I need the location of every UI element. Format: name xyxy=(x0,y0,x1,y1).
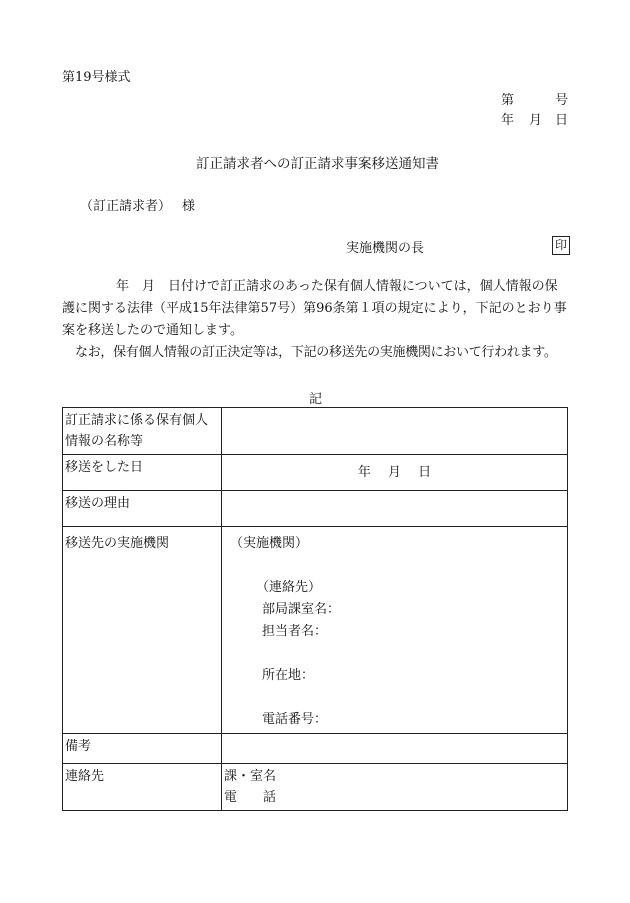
destination-agency-label: （実施機関） xyxy=(230,536,309,551)
sender-name: 実施機関の長 xyxy=(346,241,425,256)
body-paragraph-1 xyxy=(62,276,572,364)
destination-address-label: 所在地： xyxy=(262,668,315,683)
row-value-remarks xyxy=(222,734,568,764)
table-row xyxy=(63,408,568,455)
destination-phone-label: 電話番号： xyxy=(262,712,328,727)
row-value-transfer-reason xyxy=(222,491,568,527)
row-label-remarks: 備考 xyxy=(63,734,222,764)
document-number-suffix: 号 xyxy=(555,93,569,108)
row-label-line: 情報の名称等 xyxy=(65,434,144,449)
destination-person-label: 担当者名： xyxy=(262,624,328,639)
row-value-info-name xyxy=(222,408,568,455)
date-day: 日 xyxy=(555,113,569,128)
table-row xyxy=(63,491,568,527)
table-row xyxy=(63,764,568,811)
document-title: 訂正請求者への訂正請求事案移送通知書 xyxy=(196,156,439,172)
row-label-destination-agency: 移送先の実施機関 xyxy=(63,527,222,734)
table-row xyxy=(63,734,568,764)
details-table xyxy=(62,407,568,811)
contact-phone-label: 電 話 xyxy=(224,790,277,805)
date-year: 年 xyxy=(501,113,515,128)
row-label-info-name xyxy=(63,408,222,455)
row-label-contact: 連絡先 xyxy=(63,764,222,811)
row-label-line: 訂正請求に係る保有個人 xyxy=(65,413,209,428)
form-number: 第19号様式 xyxy=(62,70,131,85)
row-value-transfer-date xyxy=(222,455,568,491)
body-line-1: 年 月 日付けで訂正請求のあった保有個人情報については，個人情報の保 xyxy=(116,279,558,294)
addressee-name: （訂正請求者） xyxy=(80,199,172,214)
destination-dept-label: 部局課室名： xyxy=(262,602,341,617)
row-label-transfer-date: 移送をした日 xyxy=(63,455,222,491)
row-value-destination-agency xyxy=(222,527,568,734)
body-line-3: 案を移送したので通知します。 xyxy=(62,323,243,338)
seal-mark: 印 xyxy=(552,236,570,255)
addressee-honorific: 様 xyxy=(182,199,196,214)
contact-section-label: 課・室名 xyxy=(224,769,277,784)
body-line-2: 護に関する法律（平成15年法律第57号）第96条第１項の規定により，下記のとおり事 xyxy=(62,301,567,316)
table-row xyxy=(63,455,568,491)
body-paragraph-2: なお，保有個人情報の訂正決定等は，下記の移送先の実施機関において行われます。 xyxy=(75,345,557,360)
ki-heading: 記 xyxy=(309,392,323,407)
transfer-date-value: 年 月 日 xyxy=(357,465,432,480)
row-value-contact xyxy=(222,764,568,811)
date-month: 月 xyxy=(529,113,543,128)
destination-contact-label: （連絡先） xyxy=(256,580,322,595)
row-label-transfer-reason: 移送の理由 xyxy=(63,491,222,527)
table-row xyxy=(63,527,568,734)
document-number-prefix: 第 xyxy=(501,93,515,108)
